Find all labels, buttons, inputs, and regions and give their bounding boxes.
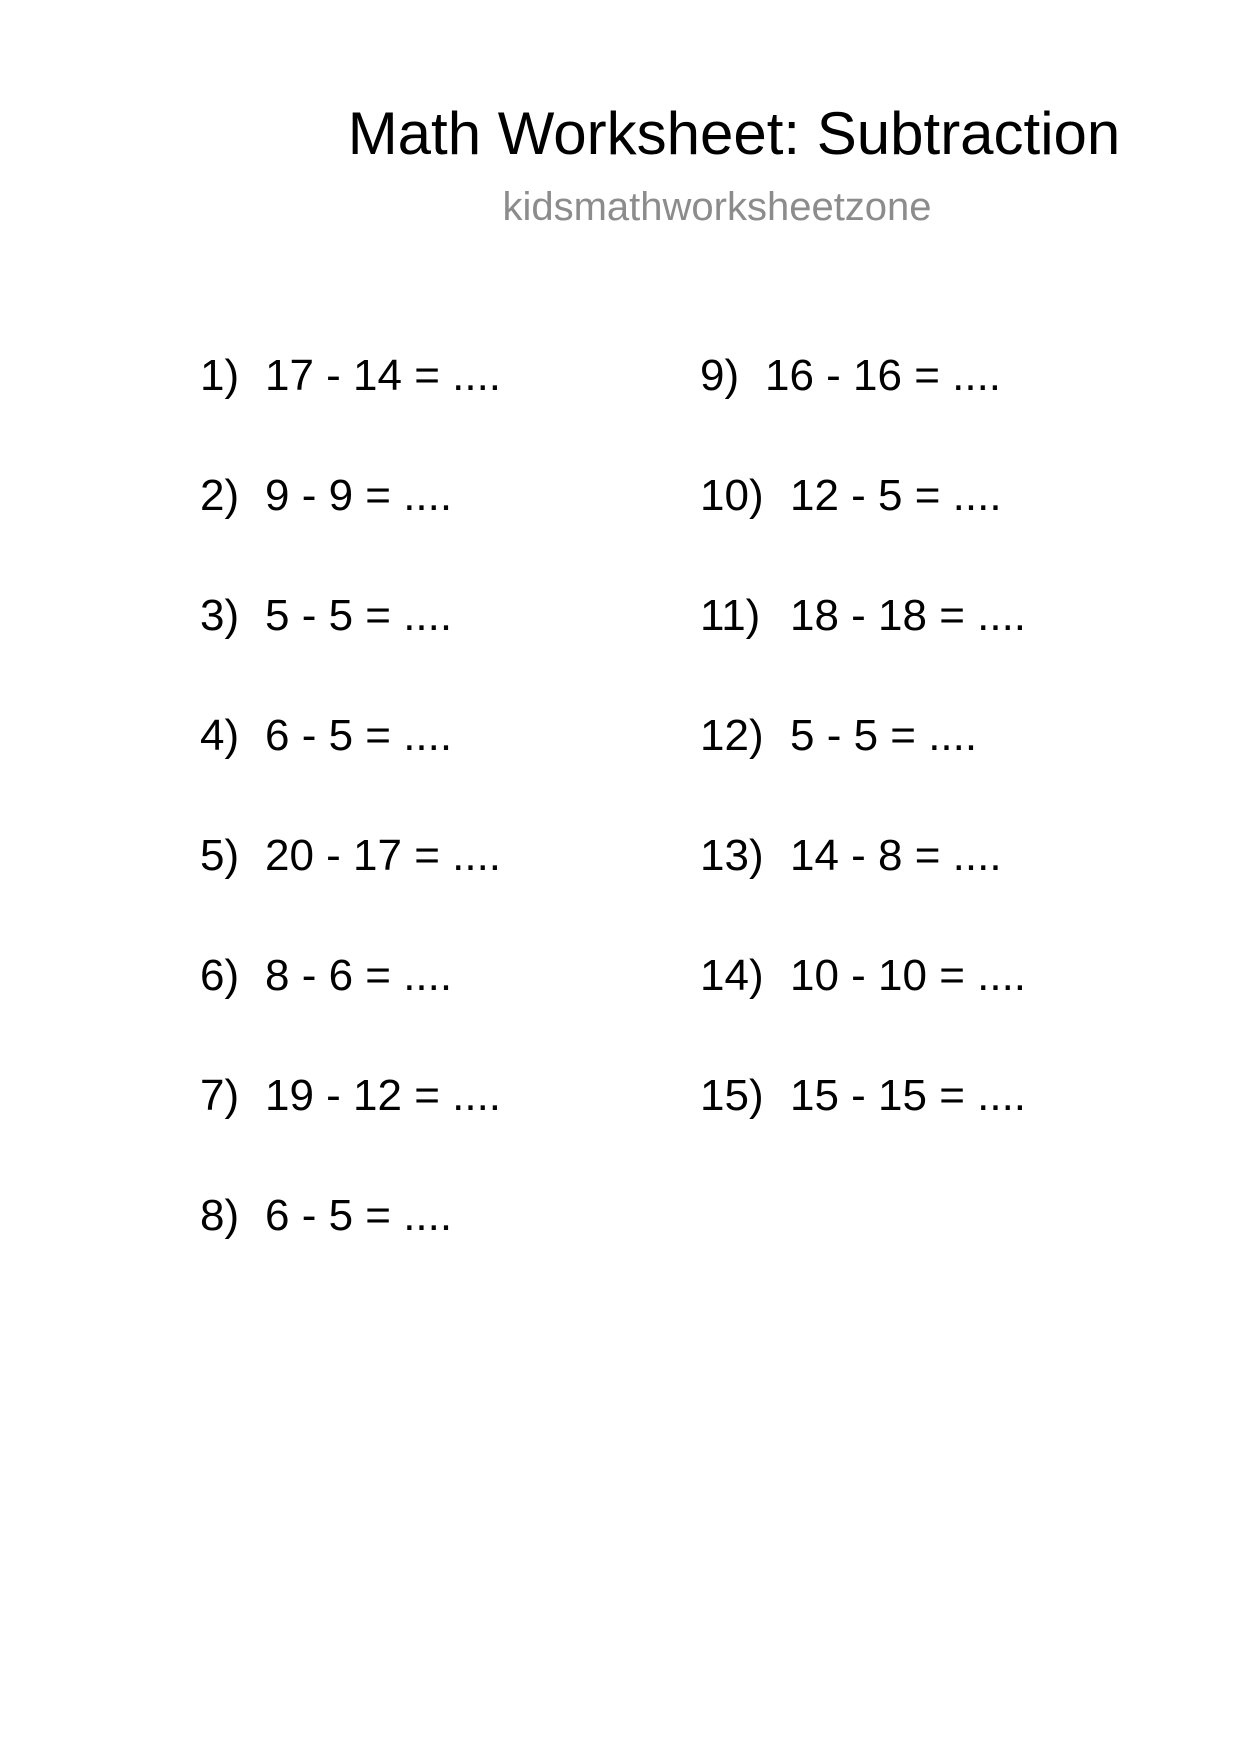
problem-expression: 19 - 12 = .... <box>265 1071 502 1120</box>
problem-item-12 <box>700 708 1026 828</box>
problem-expression: 12 - 5 = .... <box>790 471 1002 520</box>
problem-number: 7) <box>200 1071 240 1120</box>
problem-expression: 6 - 5 = .... <box>265 711 453 760</box>
problem-expression: 6 - 5 = .... <box>265 1191 453 1240</box>
problem-item-14 <box>700 948 1026 1068</box>
problem-number: 5) <box>200 831 240 880</box>
problem-expression: 15 - 15 = .... <box>790 1071 1027 1120</box>
problem-expression: 8 - 6 = .... <box>265 951 453 1000</box>
problem-expression: 17 - 14 = .... <box>265 351 502 400</box>
worksheet-source: kidsmathworksheetzone <box>502 185 932 229</box>
problem-number: 11) <box>700 591 761 640</box>
problem-number: 13) <box>700 831 764 880</box>
worksheet-title: Math Worksheet: Subtraction <box>347 100 1121 167</box>
problem-item-3 <box>200 588 501 708</box>
problem-number: 3) <box>200 591 240 640</box>
problem-number: 15) <box>700 1071 764 1120</box>
problem-item-10 <box>700 468 1026 588</box>
problem-number: 4) <box>200 711 240 760</box>
problem-expression: 5 - 5 = .... <box>790 711 978 760</box>
problem-expression: 5 - 5 = .... <box>265 591 453 640</box>
problem-expression: 10 - 10 = .... <box>790 951 1027 1000</box>
problem-item-7 <box>200 1068 501 1188</box>
problem-item-2 <box>200 468 501 588</box>
problem-number: 2) <box>200 471 240 520</box>
problem-item-9 <box>700 348 1026 468</box>
problem-number: 9) <box>700 351 740 400</box>
problem-number: 6) <box>200 951 240 1000</box>
problem-item-6 <box>200 948 501 1068</box>
problem-item-8 <box>200 1188 501 1308</box>
problem-item-1 <box>200 348 501 468</box>
problem-column-right <box>700 348 1026 1188</box>
problem-column-left <box>200 348 501 1308</box>
problem-item-13 <box>700 828 1026 948</box>
problem-item-11 <box>700 588 1026 708</box>
problem-number: 8) <box>200 1191 240 1240</box>
problem-expression: 9 - 9 = .... <box>265 471 453 520</box>
problem-number: 1) <box>200 351 240 400</box>
problem-expression: 20 - 17 = .... <box>265 831 502 880</box>
problem-item-5 <box>200 828 501 948</box>
problem-number: 12) <box>700 711 764 760</box>
problem-item-4 <box>200 708 501 828</box>
problem-item-15 <box>700 1068 1026 1188</box>
problem-number: 14) <box>700 951 764 1000</box>
problem-expression: 18 - 18 = .... <box>790 591 1027 640</box>
problem-expression: 16 - 16 = .... <box>765 351 1002 400</box>
problem-number: 10) <box>700 471 764 520</box>
problem-expression: 14 - 8 = .... <box>790 831 1002 880</box>
